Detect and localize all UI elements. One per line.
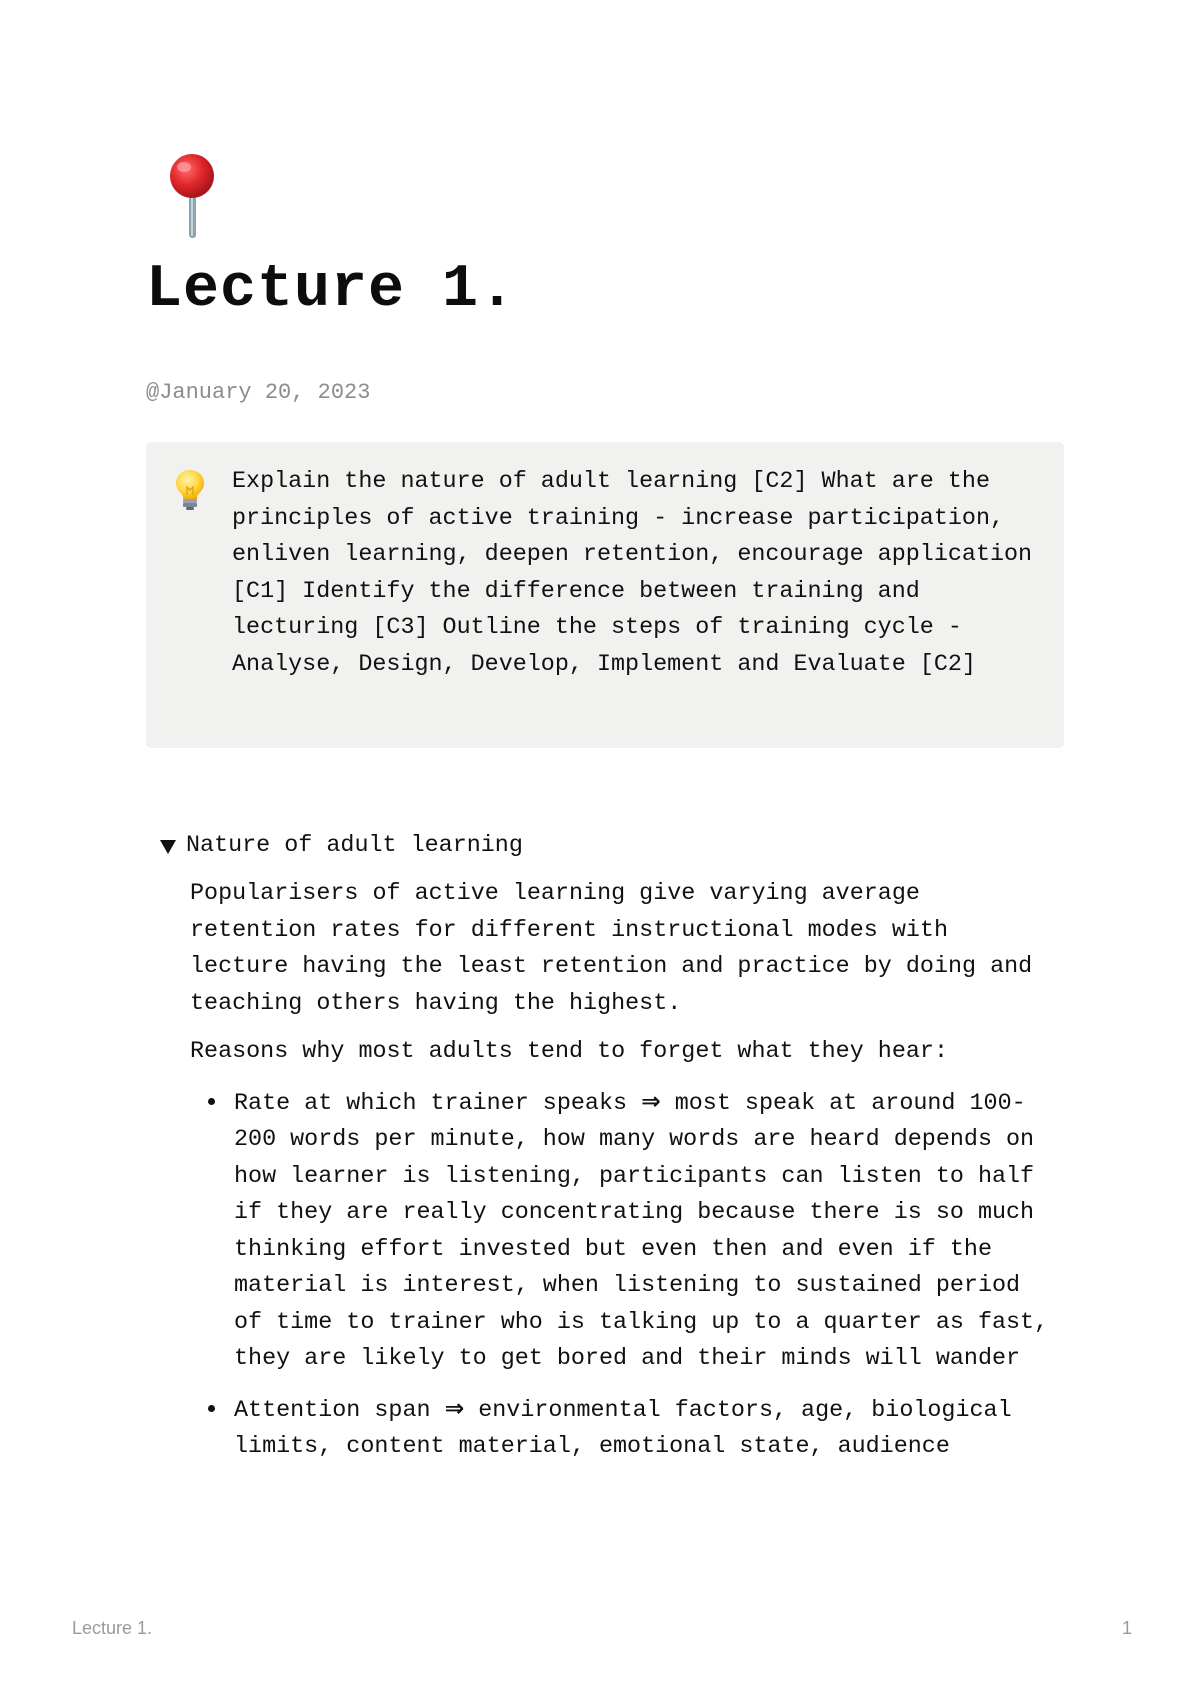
bullet-text: most speak at around 100-200 words per minute, how many words are heard depends on how learner is listening, participants can listen to half if they are really concentrating because there is so much thinking effort invested but even then and even if the material is interest, when listening to sustained period of time to trainer who is talking up to a quarter as fast, they are likely to get bored and their minds will wander <box>234 1090 1049 1372</box>
toggle-header[interactable] <box>160 828 1060 864</box>
toggle-body <box>190 876 1050 1466</box>
list-item <box>190 1083 1050 1378</box>
list-item <box>190 1390 1050 1466</box>
bullet-dot-icon <box>208 1098 215 1105</box>
page-title: Lecture 1. <box>146 256 517 324</box>
paragraph: Popularisers of active learning give varying average retention rates for different instructional modes with lecture having the least retention and practice by doing and teaching others having the highest. <box>190 881 1033 1017</box>
light-bulb-icon <box>174 468 206 512</box>
bullet-lead: Rate at which trainer speaks <box>234 1090 628 1117</box>
paragraph: Reasons why most adults tend to forget what they hear: <box>190 1039 948 1065</box>
double-arrow-icon: ⇒ <box>641 1086 661 1115</box>
footer-title: Lecture 1. <box>72 1618 153 1638</box>
toggle-block <box>160 828 1060 1478</box>
bullet-text: environmental factors, age, biological limits, content material, emotional state, audience <box>234 1397 1012 1460</box>
bullet-list <box>190 1083 1050 1466</box>
bullet-lead: Attention span <box>234 1397 431 1424</box>
callout-block <box>146 442 1064 748</box>
footer-page-number: 1 <box>1121 1618 1132 1638</box>
page-date[interactable]: @January 20, 2023 <box>146 380 371 405</box>
bullet-dot-icon <box>208 1405 215 1412</box>
triangle-down-icon[interactable] <box>160 840 176 854</box>
toggle-title: Nature of adult learning <box>186 833 523 859</box>
double-arrow-icon: ⇒ <box>444 1393 465 1422</box>
round-pushpin-icon <box>158 152 228 240</box>
callout-text: Explain the nature of adult learning [C2] What are the principles of active training - increase participation, enliven learning, deepen retention, encourage application [C1] Identify the difference between training and lecturing [C3] Outline the steps of training cycle - Analyse, Design, Develop, Implement and Evaluate [C2] <box>232 469 1033 678</box>
